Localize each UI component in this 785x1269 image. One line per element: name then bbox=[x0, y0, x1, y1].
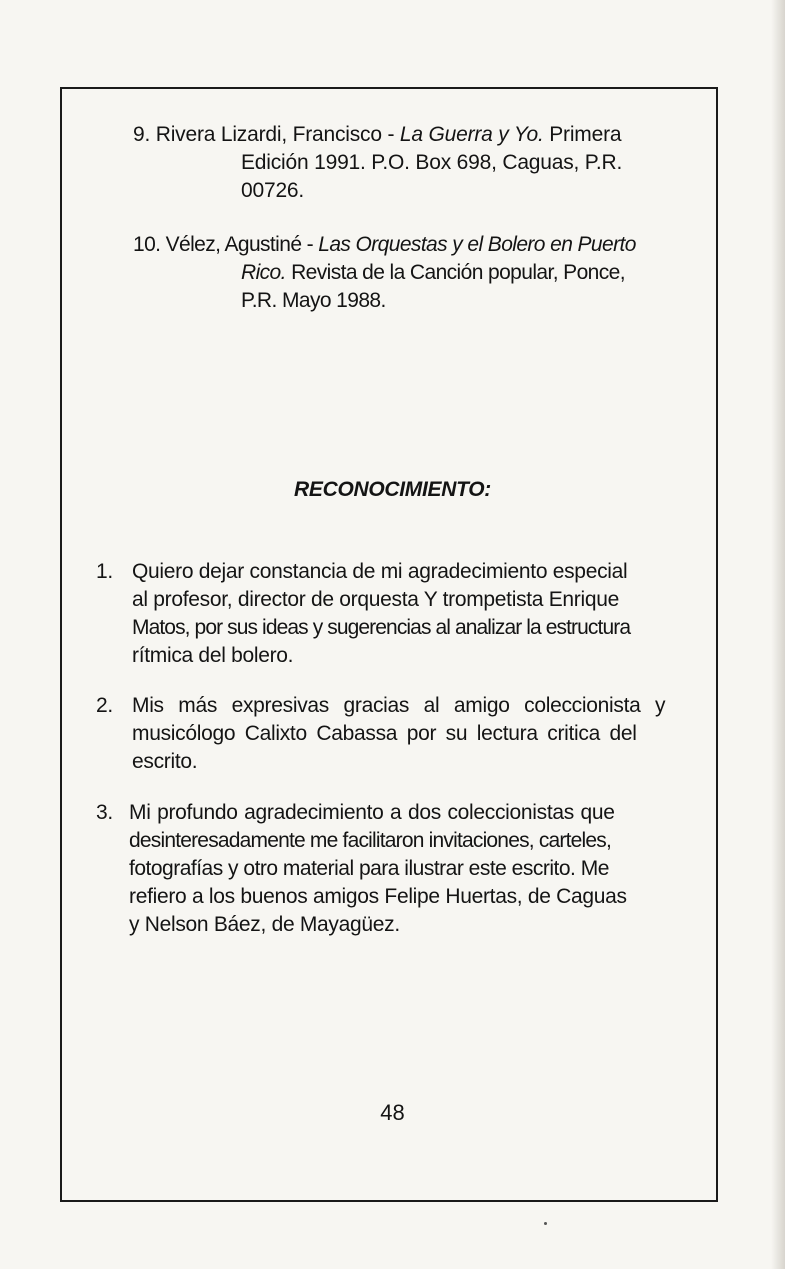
reference-10 bbox=[133, 231, 636, 315]
reference-9-line-2: Edición 1991. P.O. Box 698, Caguas, P.R. bbox=[241, 151, 623, 174]
reference-9-line-3: 00726. bbox=[241, 179, 305, 202]
reference-10-author: 10. Vélez, Agustiné - bbox=[133, 233, 319, 256]
reference-10-journal: Revista de la Canción popular, Ponce, bbox=[285, 261, 625, 284]
page-edge bbox=[771, 0, 785, 1269]
item-line: escrito. bbox=[132, 750, 198, 773]
reference-10-title: Las Orquestas y el Bolero en Puerto bbox=[318, 233, 636, 256]
item-line: desinteresadamente me facilitaron invitaciones, carteles, bbox=[129, 829, 612, 852]
item-line: al profesor, director de orquesta Y trompetista Enrique bbox=[132, 588, 620, 611]
reference-10-line-1 bbox=[133, 231, 636, 259]
reference-9-title: La Guerra y Yo. bbox=[399, 123, 544, 146]
page-number: 48 bbox=[380, 1100, 405, 1125]
item-line: Mis más expresivas gracias al amigo coleccionista y bbox=[132, 694, 666, 717]
paper-speck bbox=[544, 1222, 547, 1225]
acknowledgement-item-2 bbox=[96, 692, 688, 776]
reference-10-line-2 bbox=[133, 259, 636, 287]
item-line: Mi profundo agradecimiento a dos coleccionistas que bbox=[129, 801, 615, 824]
item-number: 1. bbox=[96, 560, 113, 583]
reference-10-line-3: P.R. Mayo 1988. bbox=[241, 289, 386, 312]
item-line: rítmica del bolero. bbox=[132, 644, 294, 667]
item-text bbox=[96, 799, 685, 939]
acknowledgement-item-3 bbox=[96, 799, 685, 939]
reference-9 bbox=[133, 121, 622, 205]
item-line: musicólogo Calixto Cabassa por su lectura critica del bbox=[132, 722, 637, 745]
item-line: Matos, por sus ideas y sugerencias al analizar la estructura bbox=[132, 616, 631, 639]
item-text bbox=[96, 692, 688, 776]
item-line: refiero a los buenos amigos Felipe Huertas, de Caguas bbox=[129, 885, 627, 908]
reference-9-edition: Primera bbox=[543, 123, 622, 146]
item-line: fotografías y otro material para ilustrar este escrito. Me bbox=[129, 857, 609, 880]
reference-9-author: 9. Rivera Lizardi, Francisco - bbox=[133, 123, 400, 146]
item-text bbox=[96, 558, 688, 670]
reference-10-title-end: Rico. bbox=[241, 261, 286, 284]
reference-9-line-1 bbox=[133, 121, 622, 149]
item-number: 2. bbox=[96, 694, 113, 717]
acknowledgement-item-1 bbox=[96, 558, 688, 670]
section-title: RECONOCIMIENTO: bbox=[294, 478, 491, 501]
item-line: y Nelson Báez, de Mayagüez. bbox=[129, 913, 400, 936]
item-line: Quiero dejar constancia de mi agradecimiento especial bbox=[132, 560, 628, 583]
item-number: 3. bbox=[96, 801, 113, 824]
